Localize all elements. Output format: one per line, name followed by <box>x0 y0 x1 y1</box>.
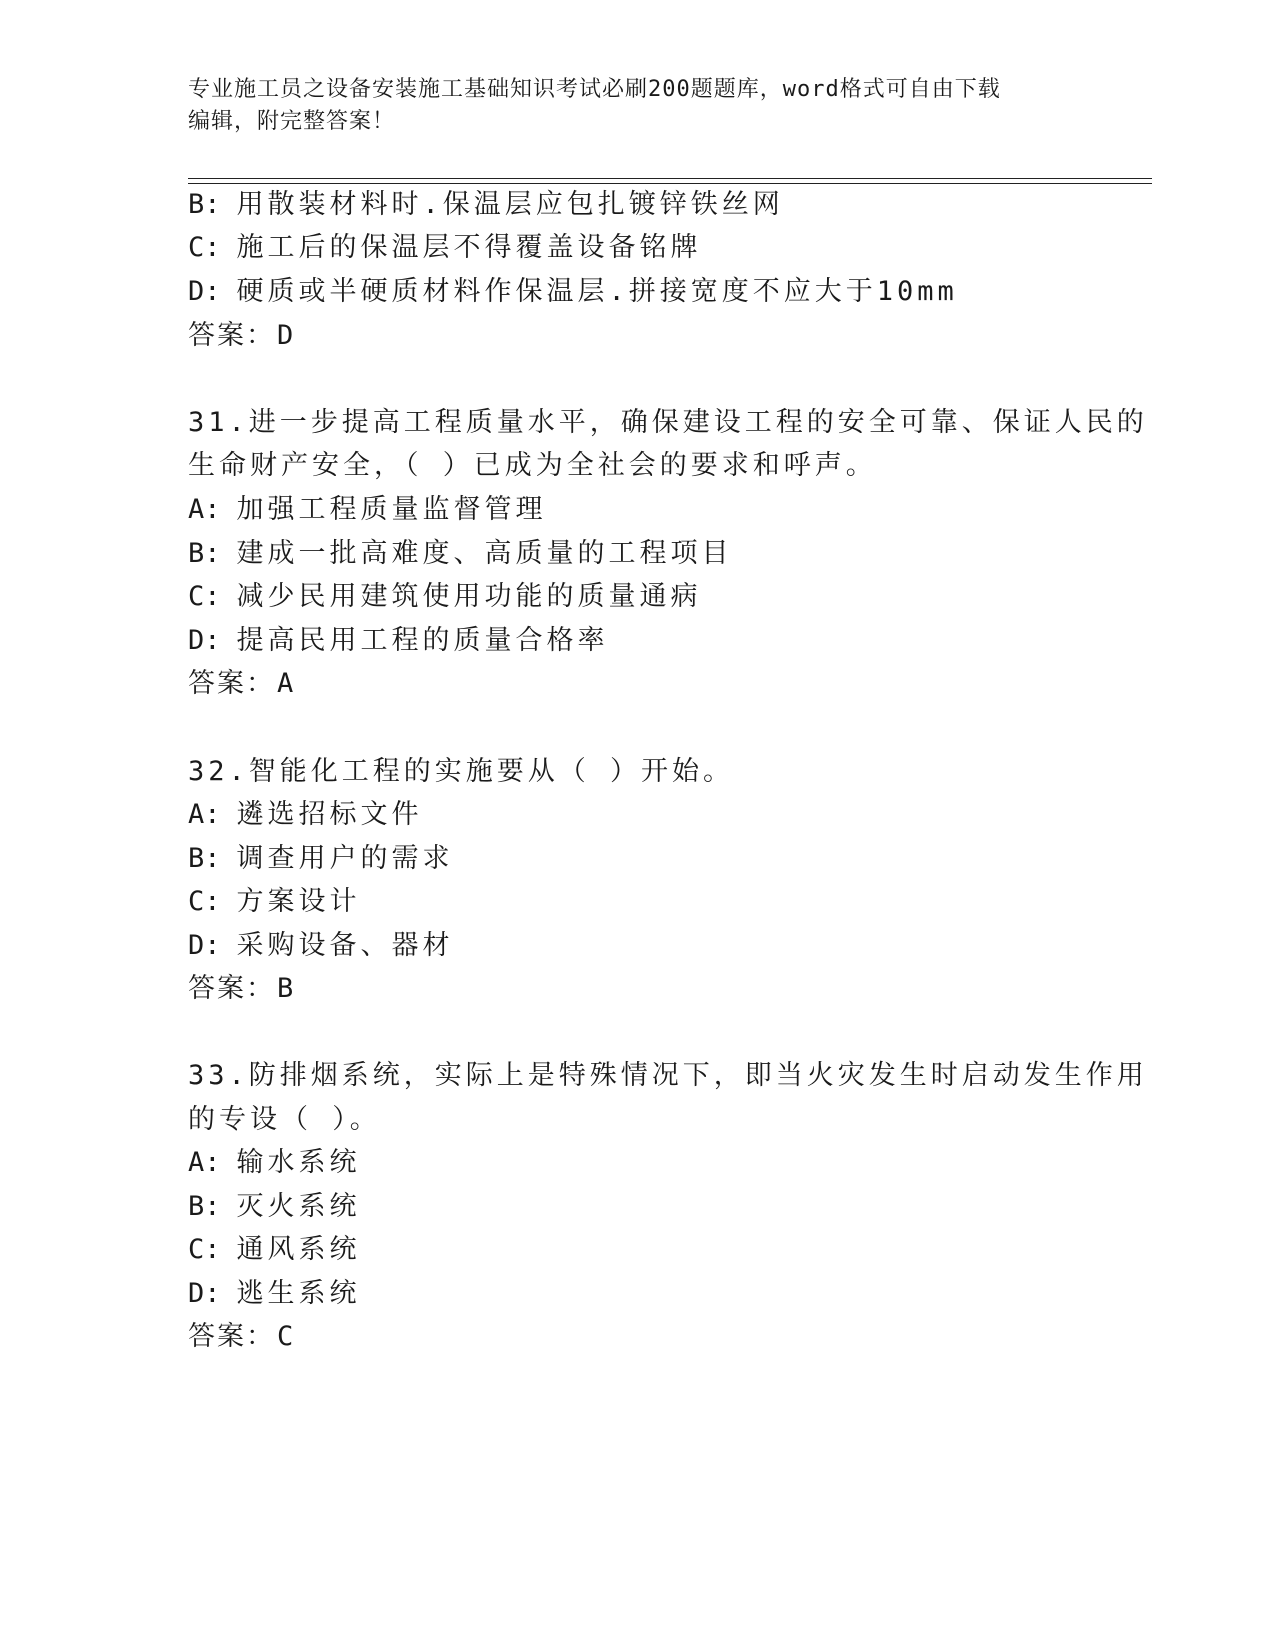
header-line-2: 编辑，附完整答案！ <box>188 109 396 134</box>
answer-33: 答案：C <box>188 1321 294 1352</box>
question-33-line-1: 33.防排烟系统，实际上是特殊情况下，即当火灾发生时启动发生作用 <box>188 1060 1148 1091</box>
option-33-d: D: 逃生系统 <box>188 1278 361 1309</box>
option-33-a: A: 输水系统 <box>188 1147 361 1178</box>
question-31-line-2: 生命财产安全，（ ）已成为全社会的要求和呼声。 <box>188 450 877 481</box>
header-divider-top <box>188 178 1152 179</box>
question-32-line-1: 32.智能化工程的实施要从（ ）开始。 <box>188 756 735 787</box>
answer-prev: 答案：D <box>188 320 294 351</box>
answer-32: 答案：B <box>188 973 294 1004</box>
question-33-line-2: 的专设（ ）。 <box>188 1104 381 1135</box>
option-31-b: B: 建成一批高难度、高质量的工程项目 <box>188 538 733 569</box>
option-32-b: B: 调查用户的需求 <box>188 843 454 874</box>
header-line-1: 专业施工员之设备安装施工基础知识考试必刷200题题库，word格式可自由下载 <box>188 77 1001 102</box>
option-32-c: C: 方案设计 <box>188 886 361 917</box>
option-prev-d: D: 硬质或半硬质材料作保温层.拼接宽度不应大于10mm <box>188 276 958 307</box>
option-33-c: C: 通风系统 <box>188 1234 361 1265</box>
header-divider-bottom <box>188 183 1152 184</box>
option-prev-c: C: 施工后的保温层不得覆盖设备铭牌 <box>188 232 702 263</box>
option-31-c: C: 减少民用建筑使用功能的质量通病 <box>188 581 702 612</box>
option-31-d: D: 提高民用工程的质量合格率 <box>188 625 609 656</box>
option-32-a: A: 遴选招标文件 <box>188 799 423 830</box>
question-31-line-1: 31.进一步提高工程质量水平，确保建设工程的安全可靠、保证人民的 <box>188 407 1148 438</box>
document-header <box>188 74 1088 138</box>
option-prev-b: B: 用散装材料时.保温层应包扎镀锌铁丝网 <box>188 189 784 220</box>
option-33-b: B: 灭火系统 <box>188 1191 361 1222</box>
answer-31: 答案：A <box>188 668 294 699</box>
option-32-d: D: 采购设备、器材 <box>188 930 454 961</box>
option-31-a: A: 加强工程质量监督管理 <box>188 494 547 525</box>
